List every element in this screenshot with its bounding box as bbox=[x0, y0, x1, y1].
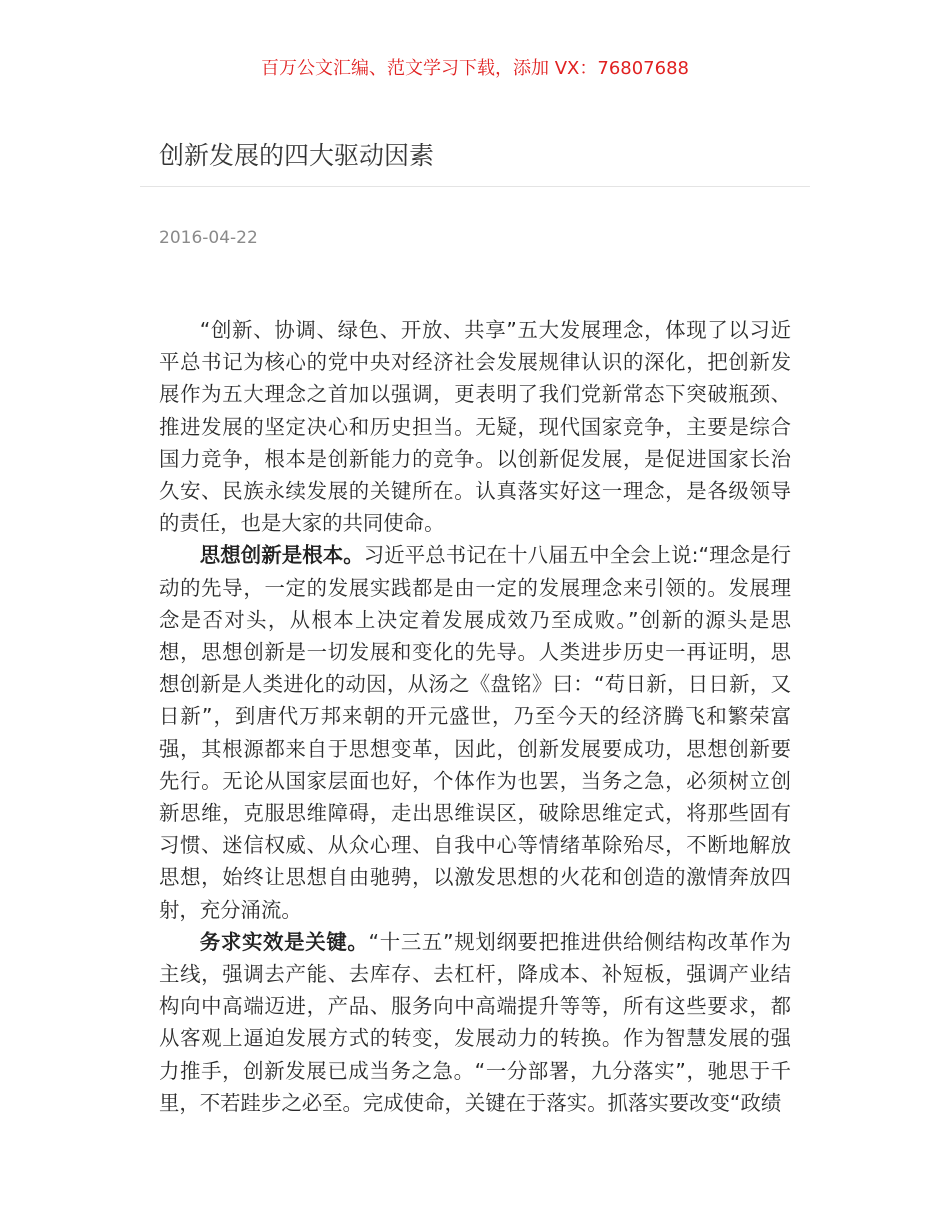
paragraph-text: “十三五”规划纲要把推进供给侧结构改革作为主线，强调去产能、去库存、去杠杆，降成本、补短板，强调产业结构向中高端迈进，产品、服务向中高端提升等等，所有这些要求，都从客观上逼迫发展方式的转变，发展动力的转换。作为智慧发展的强力推手，创新发展已成当务之急。“一分部署，九分落实”，驰思于千里，不若跬步之必至。完成使命，关键在于落实。抓落实要改变“政绩 bbox=[159, 929, 791, 1115]
article-header bbox=[140, 130, 810, 250]
paragraph-thought-innovation bbox=[159, 539, 791, 925]
paragraph-practical-results bbox=[159, 926, 791, 1119]
paragraph-lead: 思想创新是根本。 bbox=[199, 543, 364, 568]
article-title: 创新发展的四大驱动因素 bbox=[159, 141, 435, 170]
article-body bbox=[159, 314, 791, 1119]
paragraph-intro bbox=[159, 314, 791, 539]
title-divider bbox=[140, 186, 810, 187]
promo-banner: 百万公文汇编、范文学习下载，添加 VX：76807688 bbox=[261, 58, 689, 79]
publish-date: 2016-04-22 bbox=[159, 228, 258, 248]
paragraph-lead: 务求实效是关键。 bbox=[199, 929, 369, 954]
paragraph-text: 习近平总书记在十八届五中全会上说:“理念是行动的先导，一定的发展实践都是由一定的发展理念来引领的。发展理念是否对头，从根本上决定着发展成效乃至成败。”创新的源头是思想，思想创新是一切发展和变化的先导。人类进步历史一再证明，思想创新是人类进化的动因，从汤之《盘铭》曰：“苟日新，日日新，又日新”，到唐代万邦来朝的开元盛世，乃至今天的经济腾飞和繁荣富强，其根源都来自于思想变革，因此，创新发展要成功，思想创新要先行。无论从国家层面也好，个体作为也罢，当务之急，必须树立创新思维，克服思维障碍，走出思维误区，破除思维定式，将那些固有习惯、迷信权威、从众心理、自我中心等情绪革除殆尽，不断地解放思想，始终让思想自由驰骋，以激发思想的火花和创造的激情奔放四射，充分涌流。 bbox=[159, 543, 791, 922]
paragraph-text: “创新、协调、绿色、开放、共享”五大发展理念，体现了以习近平总书记为核心的党中央对经济社会发展规律认识的深化，把创新发展作为五大理念之首加以强调，更表明了我们党新常态下突破瓶颈、推进发展的坚定决心和历史担当。无疑，现代国家竞争，主要是综合国力竞争，根本是创新能力的竞争。以创新促发展，是促进国家长治久安、民族永续发展的关键所在。认真落实好这一理念，是各级领导的责任，也是大家的共同使命。 bbox=[159, 318, 791, 536]
